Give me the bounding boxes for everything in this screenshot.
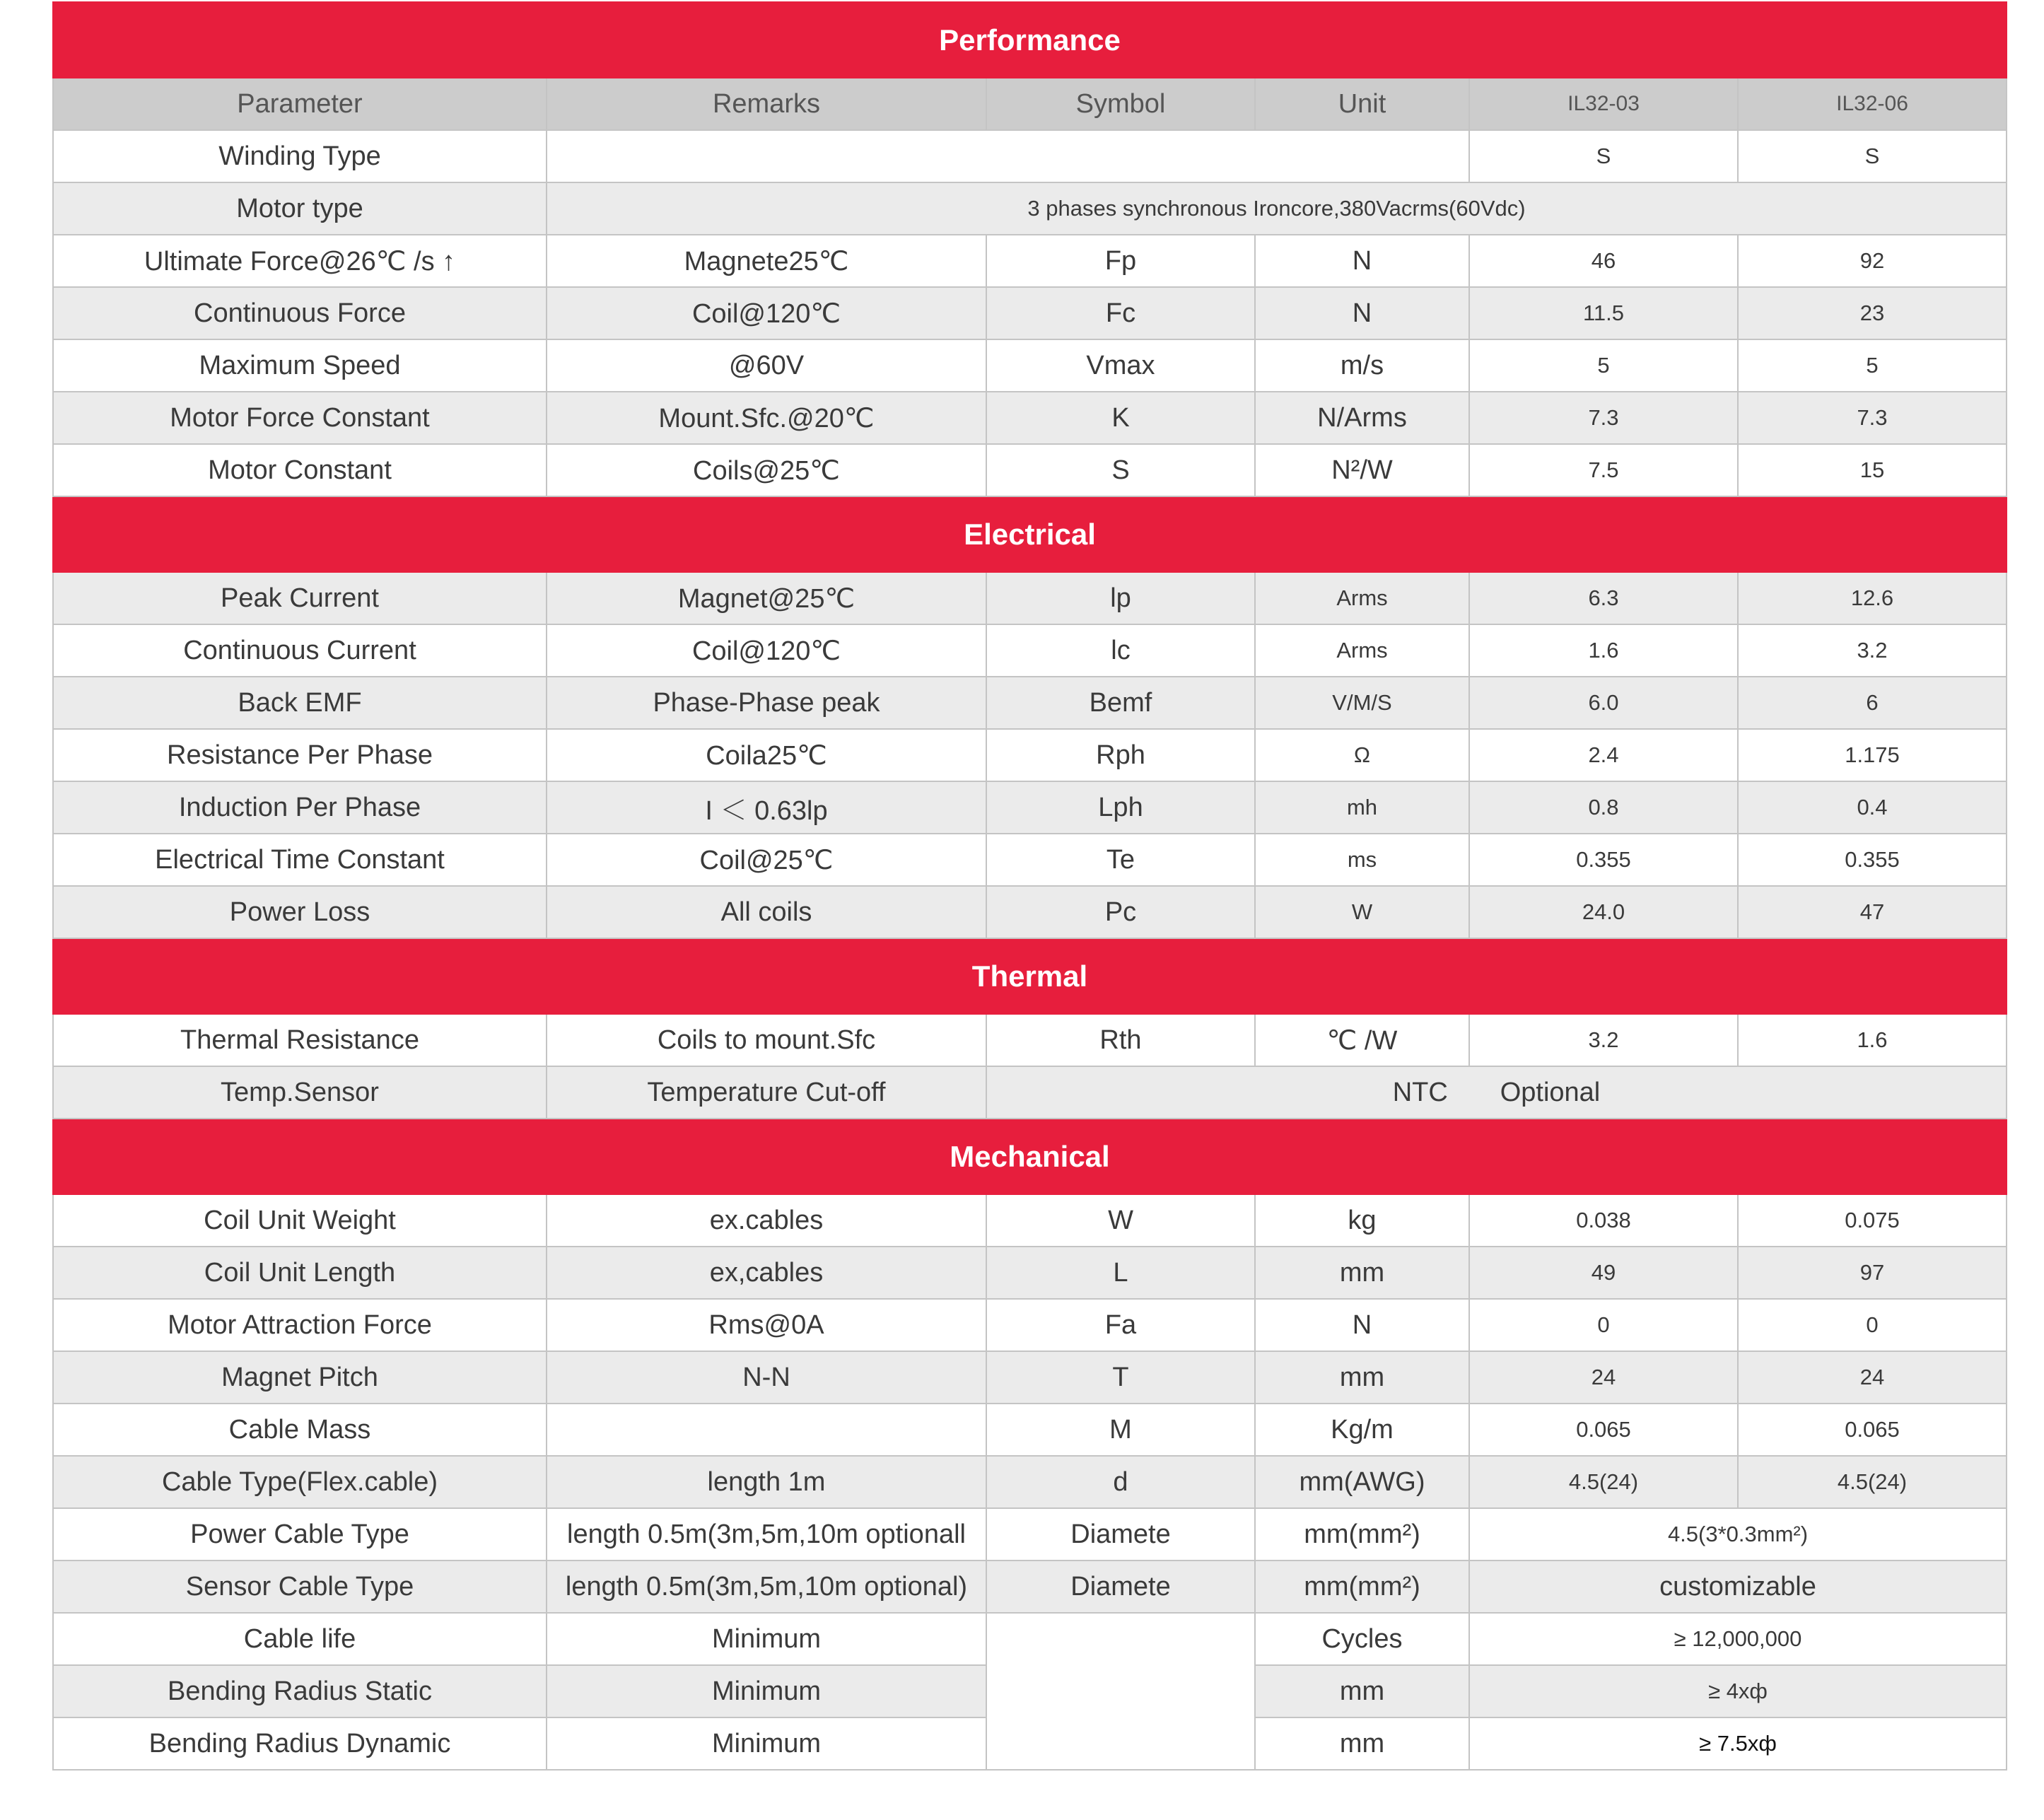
table-row <box>53 1508 2007 1561</box>
merged-value-cell: 3 phases synchronous Ironcore,380Vacrms(60Vdc) <box>547 182 2007 235</box>
symbol-cell: Vmax <box>986 339 1255 392</box>
section-title-thermal: Thermal <box>53 938 2007 1014</box>
remarks-cell: Rms@0A <box>547 1299 986 1351</box>
param-cell: Motor Constant <box>53 444 547 496</box>
param-cell: Continuous Current <box>53 624 547 677</box>
value-il32-03: 24 <box>1469 1351 1738 1404</box>
symbol-cell: L <box>986 1247 1255 1299</box>
value-il32-03: 5 <box>1469 339 1738 392</box>
column-header-symbol: Symbol <box>986 78 1255 130</box>
param-cell: Coil Unit Weight <box>53 1194 547 1247</box>
param-cell: Motor type <box>53 182 547 235</box>
value-il32-03: 6.3 <box>1469 572 1738 624</box>
remarks-cell: N-N <box>547 1351 986 1404</box>
table-row <box>53 1456 2007 1508</box>
column-header-unit: Unit <box>1255 78 1469 130</box>
remarks-cell: Phase-Phase peak <box>547 677 986 729</box>
value-il32-06: 4.5(24) <box>1738 1456 2007 1508</box>
table-row <box>53 130 2007 182</box>
remarks-cell: Magnete25℃ <box>547 235 986 287</box>
unit-cell: mm(mm²) <box>1255 1508 1469 1561</box>
symbol-cell: Te <box>986 834 1255 886</box>
section-title-electrical: Electrical <box>53 496 2007 572</box>
table-row <box>53 1299 2007 1351</box>
value-il32-03: 0.038 <box>1469 1194 1738 1247</box>
param-cell: Motor Force Constant <box>53 392 547 444</box>
unit-cell: N <box>1255 1299 1469 1351</box>
value-il32-03: 46 <box>1469 235 1738 287</box>
param-cell: Continuous Force <box>53 287 547 339</box>
column-header-remarks: Remarks <box>547 78 986 130</box>
remarks-cell: length 1m <box>547 1456 986 1508</box>
table-row <box>53 1351 2007 1404</box>
remarks-cell <box>547 1404 986 1456</box>
param-cell: Peak Current <box>53 572 547 624</box>
unit-cell: W <box>1255 886 1469 938</box>
param-cell: Cable Mass <box>53 1404 547 1456</box>
remarks-cell: Coil@120℃ <box>547 624 986 677</box>
unit-cell: mm <box>1255 1665 1469 1717</box>
value-il32-06: 47 <box>1738 886 2007 938</box>
remarks-cell: Mount.Sfc.@20℃ <box>547 392 986 444</box>
remarks-cell: Coil@120℃ <box>547 287 986 339</box>
param-cell: Winding Type <box>53 130 547 182</box>
remarks-cell: ex.cables <box>547 1194 986 1247</box>
symbol-cell: S <box>986 444 1255 496</box>
value-il32-03: 0.065 <box>1469 1404 1738 1456</box>
value-il32-03: 2.4 <box>1469 729 1738 781</box>
symbol-cell: M <box>986 1404 1255 1456</box>
column-header-il32-03: IL32-03 <box>1469 78 1738 130</box>
remarks-cell: Coils to mount.Sfc <box>547 1014 986 1066</box>
value-il32-03: 49 <box>1469 1247 1738 1299</box>
unit-cell: mh <box>1255 781 1469 834</box>
value-il32-03: S <box>1469 130 1738 182</box>
symbol-cell: Fc <box>986 287 1255 339</box>
unit-cell: mm <box>1255 1717 1469 1770</box>
remarks-cell: @60V <box>547 339 986 392</box>
empty-symbol-cell <box>986 1613 1255 1770</box>
unit-cell: Kg/m <box>1255 1404 1469 1456</box>
unit-cell: Cycles <box>1255 1613 1469 1665</box>
value-il32-06: 12.6 <box>1738 572 2007 624</box>
remarks-cell: All coils <box>547 886 986 938</box>
symbol-cell: Bemf <box>986 677 1255 729</box>
unit-cell: Ω <box>1255 729 1469 781</box>
symbol-cell: T <box>986 1351 1255 1404</box>
table-row <box>53 1066 2007 1119</box>
table-row <box>53 1404 2007 1456</box>
unit-cell: N²/W <box>1255 444 1469 496</box>
remarks-cell: length 0.5m(3m,5m,10m optionall <box>547 1508 986 1561</box>
table-row <box>53 235 2007 287</box>
value-il32-03: 0.355 <box>1469 834 1738 886</box>
table-row <box>53 287 2007 339</box>
remarks-cell: Minimum <box>547 1665 986 1717</box>
value-il32-03: 7.5 <box>1469 444 1738 496</box>
remarks-cell: Coila25℃ <box>547 729 986 781</box>
symbol-cell: Pc <box>986 886 1255 938</box>
table-row <box>53 1247 2007 1299</box>
unit-cell: mm <box>1255 1351 1469 1404</box>
value-il32-03: 4.5(24) <box>1469 1456 1738 1508</box>
symbol-cell: d <box>986 1456 1255 1508</box>
table-row <box>53 339 2007 392</box>
value-il32-03: 6.0 <box>1469 677 1738 729</box>
unit-cell: N/Arms <box>1255 392 1469 444</box>
symbol-cell: Diamete <box>986 1508 1255 1561</box>
value-il32-03: 7.3 <box>1469 392 1738 444</box>
value-il32-06: 92 <box>1738 235 2007 287</box>
unit-cell: mm <box>1255 1247 1469 1299</box>
table-row <box>53 572 2007 624</box>
param-cell: Thermal Resistance <box>53 1014 547 1066</box>
symbol-cell: Rph <box>986 729 1255 781</box>
unit-cell: Arms <box>1255 572 1469 624</box>
section-title-mechanical: Mechanical <box>53 1119 2007 1194</box>
param-cell: Bending Radius Dynamic <box>53 1717 547 1770</box>
section-header-electrical <box>53 496 2007 572</box>
value-il32-06: 0.065 <box>1738 1404 2007 1456</box>
section-header-performance <box>53 2 2007 78</box>
unit-cell: Arms <box>1255 624 1469 677</box>
symbol-cell: Fa <box>986 1299 1255 1351</box>
value-il32-06: S <box>1738 130 2007 182</box>
merged-value-cell: ≥ 7.5xф <box>1469 1717 2007 1770</box>
remarks-cell: Temperature Cut-off <box>547 1066 986 1119</box>
merged-value-cell: NTC Optional <box>986 1066 2007 1119</box>
remarks-cell: length 0.5m(3m,5m,10m optional) <box>547 1561 986 1613</box>
unit-cell: ms <box>1255 834 1469 886</box>
param-cell: Sensor Cable Type <box>53 1561 547 1613</box>
param-cell: Power Cable Type <box>53 1508 547 1561</box>
symbol-cell: K <box>986 392 1255 444</box>
value-il32-06: 1.175 <box>1738 729 2007 781</box>
symbol-cell: W <box>986 1194 1255 1247</box>
remarks-cell: Minimum <box>547 1613 986 1665</box>
value-il32-06: 0.4 <box>1738 781 2007 834</box>
unit-cell: N <box>1255 287 1469 339</box>
table-row <box>53 1014 2007 1066</box>
table-row <box>53 834 2007 886</box>
param-cell: Magnet Pitch <box>53 1351 547 1404</box>
symbol-cell: Rth <box>986 1014 1255 1066</box>
value-il32-03: 0.8 <box>1469 781 1738 834</box>
empty-cell <box>547 130 1469 182</box>
remarks-cell: I ＜ 0.63lp <box>547 781 986 834</box>
param-cell: Temp.Sensor <box>53 1066 547 1119</box>
value-il32-06: 7.3 <box>1738 392 2007 444</box>
value-il32-06: 24 <box>1738 1351 2007 1404</box>
remarks-cell: Magnet@25℃ <box>547 572 986 624</box>
unit-cell: mm(AWG) <box>1255 1456 1469 1508</box>
value-il32-06: 97 <box>1738 1247 2007 1299</box>
column-header-il32-06: IL32-06 <box>1738 78 2007 130</box>
param-cell: Motor Attraction Force <box>53 1299 547 1351</box>
table-row <box>53 886 2007 938</box>
table-row <box>53 624 2007 677</box>
table-row <box>53 1561 2007 1613</box>
table-row <box>53 392 2007 444</box>
section-header-mechanical <box>53 1119 2007 1194</box>
merged-value-cell: ≥ 12,000,000 <box>1469 1613 2007 1665</box>
merged-value-cell: customizable <box>1469 1561 2007 1613</box>
unit-cell: m/s <box>1255 339 1469 392</box>
value-il32-06: 0.075 <box>1738 1194 2007 1247</box>
value-il32-06: 3.2 <box>1738 624 2007 677</box>
merged-value-cell: 4.5(3*0.3mm²) <box>1469 1508 2007 1561</box>
table-row <box>53 677 2007 729</box>
value-il32-06: 15 <box>1738 444 2007 496</box>
table-row <box>53 444 2007 496</box>
param-cell: Bending Radius Static <box>53 1665 547 1717</box>
remarks-cell: Coils@25℃ <box>547 444 986 496</box>
value-il32-03: 3.2 <box>1469 1014 1738 1066</box>
column-header-parameter: Parameter <box>53 78 547 130</box>
merged-value-cell: ≥ 4xф <box>1469 1665 2007 1717</box>
param-cell: Maximum Speed <box>53 339 547 392</box>
param-cell: Cable Type(Flex.cable) <box>53 1456 547 1508</box>
value-il32-06: 0 <box>1738 1299 2007 1351</box>
value-il32-03: 1.6 <box>1469 624 1738 677</box>
param-cell: Ultimate Force@26℃ /s ↑ <box>53 235 547 287</box>
symbol-cell: lc <box>986 624 1255 677</box>
table-row <box>53 729 2007 781</box>
param-cell: Induction Per Phase <box>53 781 547 834</box>
unit-cell: kg <box>1255 1194 1469 1247</box>
remarks-cell: ex,cables <box>547 1247 986 1299</box>
param-cell: Cable life <box>53 1613 547 1665</box>
table-row <box>53 1194 2007 1247</box>
unit-cell: mm(mm²) <box>1255 1561 1469 1613</box>
specification-table <box>52 1 2007 1771</box>
symbol-cell: Diamete <box>986 1561 1255 1613</box>
table-row <box>53 1613 2007 1665</box>
param-cell: Electrical Time Constant <box>53 834 547 886</box>
table-row <box>53 182 2007 235</box>
value-il32-03: 0 <box>1469 1299 1738 1351</box>
symbol-cell: lp <box>986 572 1255 624</box>
unit-cell: V/M/S <box>1255 677 1469 729</box>
value-il32-06: 23 <box>1738 287 2007 339</box>
symbol-cell: Lph <box>986 781 1255 834</box>
remarks-cell: Coil@25℃ <box>547 834 986 886</box>
value-il32-03: 11.5 <box>1469 287 1738 339</box>
table-row <box>53 781 2007 834</box>
param-cell: Back EMF <box>53 677 547 729</box>
column-header-row <box>53 78 2007 130</box>
value-il32-06: 0.355 <box>1738 834 2007 886</box>
value-il32-06: 6 <box>1738 677 2007 729</box>
value-il32-06: 5 <box>1738 339 2007 392</box>
section-title-performance: Performance <box>53 2 2007 78</box>
param-cell: Resistance Per Phase <box>53 729 547 781</box>
section-header-thermal <box>53 938 2007 1014</box>
param-cell: Power Loss <box>53 886 547 938</box>
value-il32-06: 1.6 <box>1738 1014 2007 1066</box>
symbol-cell: Fp <box>986 235 1255 287</box>
value-il32-03: 24.0 <box>1469 886 1738 938</box>
remarks-cell: Minimum <box>547 1717 986 1770</box>
spec-sheet <box>52 1 2006 1771</box>
param-cell: Coil Unit Length <box>53 1247 547 1299</box>
unit-cell: ℃ /W <box>1255 1014 1469 1066</box>
unit-cell: N <box>1255 235 1469 287</box>
